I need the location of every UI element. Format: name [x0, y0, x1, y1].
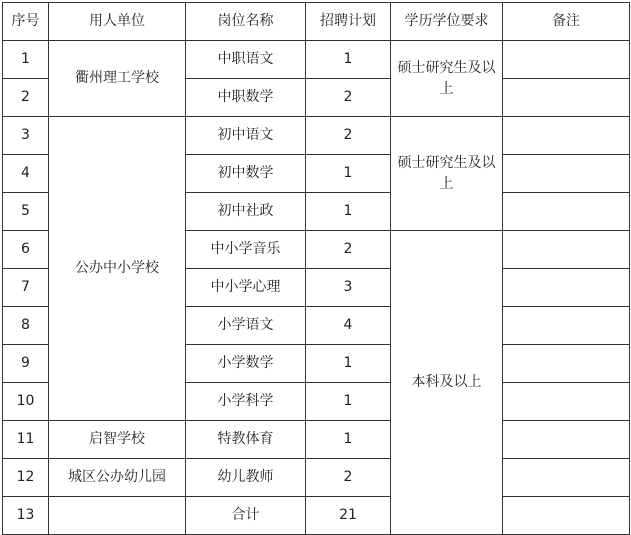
cell-position: 中职语文	[186, 41, 306, 79]
cell-remark	[503, 421, 630, 459]
cell-seq: 2	[3, 79, 49, 117]
table-row	[3, 459, 630, 497]
cell-position: 中职数学	[186, 79, 306, 117]
cell-plan: 2	[306, 79, 391, 117]
cell-seq: 3	[3, 117, 49, 155]
header-edu: 学历学位要求	[391, 3, 503, 41]
cell-plan: 2	[306, 117, 391, 155]
table-row	[3, 41, 630, 79]
cell-plan: 4	[306, 307, 391, 345]
recruitment-table	[2, 2, 630, 535]
cell-seq: 1	[3, 41, 49, 79]
cell-remark	[503, 155, 630, 193]
cell-remark	[503, 269, 630, 307]
cell-remark	[503, 193, 630, 231]
cell-position: 小学语文	[186, 307, 306, 345]
cell-position: 中小学心理	[186, 269, 306, 307]
cell-position: 小学数学	[186, 345, 306, 383]
cell-seq: 5	[3, 193, 49, 231]
cell-plan: 1	[306, 155, 391, 193]
cell-remark	[503, 231, 630, 269]
header-remark: 备注	[503, 3, 630, 41]
cell-plan: 1	[306, 383, 391, 421]
cell-position: 中小学音乐	[186, 231, 306, 269]
cell-seq: 13	[3, 497, 49, 535]
cell-plan: 2	[306, 459, 391, 497]
cell-remark	[503, 307, 630, 345]
cell-edu: 硕士研究生及以上	[391, 41, 503, 117]
cell-remark	[503, 345, 630, 383]
total-label: 合计	[186, 497, 306, 535]
cell-plan: 1	[306, 421, 391, 459]
header-seq: 序号	[3, 3, 49, 41]
cell-position: 小学科学	[186, 383, 306, 421]
header-plan: 招聘计划	[306, 3, 391, 41]
header-position: 岗位名称	[186, 3, 306, 41]
cell-edu	[503, 497, 630, 535]
cell-seq: 8	[3, 307, 49, 345]
cell-seq: 12	[3, 459, 49, 497]
cell-seq: 9	[3, 345, 49, 383]
cell-remark	[503, 383, 630, 421]
cell-position: 初中语文	[186, 117, 306, 155]
cell-remark	[503, 459, 630, 497]
cell-plan: 1	[306, 345, 391, 383]
header-unit: 用人单位	[49, 3, 186, 41]
table-row	[3, 421, 630, 459]
cell-position: 幼儿教师	[186, 459, 306, 497]
cell-unit: 公办中小学校	[49, 117, 186, 421]
cell-position: 初中数学	[186, 155, 306, 193]
cell-plan: 2	[306, 231, 391, 269]
cell-seq: 11	[3, 421, 49, 459]
cell-seq: 10	[3, 383, 49, 421]
cell-edu: 本科及以上	[391, 231, 503, 535]
total-row	[3, 497, 630, 535]
cell-seq: 7	[3, 269, 49, 307]
cell-remark	[503, 117, 630, 155]
cell-position: 特教体育	[186, 421, 306, 459]
cell-plan: 3	[306, 269, 391, 307]
cell-plan: 1	[306, 41, 391, 79]
header-row	[3, 3, 630, 41]
cell-unit	[49, 497, 186, 535]
cell-position: 初中社政	[186, 193, 306, 231]
cell-plan: 1	[306, 193, 391, 231]
total-plan: 21	[306, 497, 391, 535]
cell-seq: 6	[3, 231, 49, 269]
cell-edu: 硕士研究生及以上	[391, 117, 503, 231]
cell-remark	[503, 41, 630, 79]
cell-unit: 城区公办幼儿园	[49, 459, 186, 497]
cell-remark	[503, 79, 630, 117]
table-row	[3, 117, 630, 155]
cell-seq: 4	[3, 155, 49, 193]
cell-unit: 衢州理工学校	[49, 41, 186, 117]
cell-unit: 启智学校	[49, 421, 186, 459]
